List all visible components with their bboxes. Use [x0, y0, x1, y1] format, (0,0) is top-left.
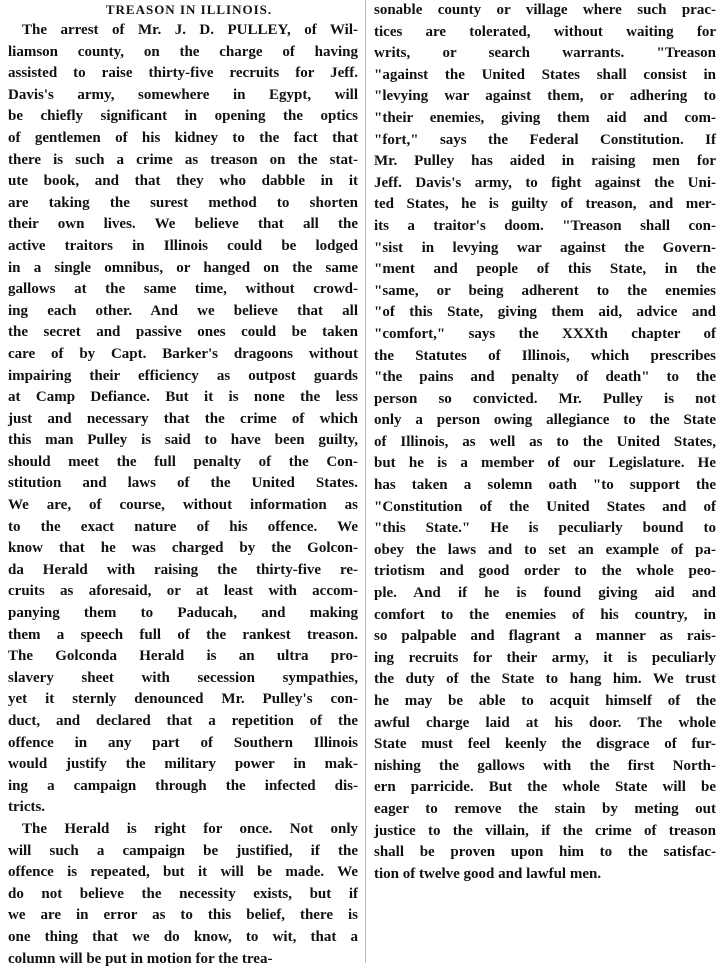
text-line: writs, or search warrants. "Treason	[374, 45, 716, 62]
text-line: just and necessary that the crime of which	[8, 410, 358, 427]
text-line: of Illinois, as well as to the United States,	[374, 433, 716, 450]
text-line: offence is repeated, but it will be made. We	[8, 864, 358, 881]
text-line: yet it sternly denounced Mr. Pulley's con-	[8, 691, 358, 708]
text-line: he may be able to acquit himself of the	[374, 693, 716, 709]
text-line: them a speech full of the rankest treason.	[8, 626, 358, 643]
text-line: ted States, he is guilty of treason, and mer-	[374, 196, 716, 213]
text-line: be chiefly significant in opening the optics	[8, 108, 358, 125]
text-line: only a person owing allegiance to the State	[374, 412, 716, 429]
text-line: "comfort," says the XXXth chapter of	[374, 325, 716, 342]
text-line: active traitors in Illinois could be lodged	[8, 237, 358, 254]
text-line: offence in any part of Southern Illinois	[8, 734, 358, 751]
text-line: duct, and declared that a repetition of the	[8, 713, 358, 729]
text-line: care of by Capt. Barker's dragoons without	[8, 345, 358, 362]
text-line: "the pains and penalty of death" to the	[374, 369, 716, 386]
text-line: "their enemies, giving them aid and com-	[374, 109, 716, 126]
text-line: their own lives. We believe that all the	[8, 216, 358, 233]
text-line: but he is a member of our Legislature. He	[374, 455, 716, 472]
text-line: justice to the villain, if the crime of treason	[374, 822, 716, 839]
text-line: panying them to Paducah, and making	[8, 605, 358, 622]
text-line: "same, or being adherent to the enemies	[374, 282, 716, 299]
text-line: would justify the military power in mak-	[8, 756, 358, 773]
left-column-text	[8, 20, 358, 970]
text-line: ing each other. And we believe that all	[8, 302, 358, 319]
text-line: to the exact nature of his offence. We	[8, 518, 358, 535]
text-line: Jeff. Davis's army, to fight against the Uni-	[374, 174, 716, 191]
text-line: in a single omnibus, or hanged on the same	[8, 259, 358, 276]
text-line: nishing the gallows with the first North-	[374, 757, 716, 774]
text-line: cruits as aforesaid, or at least with accom-	[8, 583, 358, 600]
text-line: are taking the surest method to shorten	[8, 194, 358, 211]
right-column	[374, 0, 716, 885]
article-headline: TREASON IN ILLINOIS.	[105, 2, 273, 17]
column-divider	[365, 0, 366, 963]
text-line: one thing that we do know, to wit, that a	[8, 928, 358, 945]
text-line: ing a campaign through the infected dis-	[8, 777, 358, 794]
text-line: tices are tolerated, without waiting for	[374, 23, 716, 40]
text-line: stitution and laws of the United States.	[8, 475, 358, 492]
text-line: liamson county, on the charge of having	[8, 43, 358, 60]
text-line: this man Pulley is said to have been guilty,	[8, 432, 358, 449]
text-line: shall be proven upon him to the satisfac-	[374, 844, 716, 861]
text-line: has taken a solemn oath "to support the	[374, 477, 716, 494]
text-line: "levying war against them, or adhering to	[374, 88, 716, 105]
text-line: its a traitor's doom. "Treason shall con-	[374, 217, 716, 234]
text-line: Mr. Pulley has aided in raising men for	[374, 153, 716, 170]
text-line: know that he was charged by the Golcon-	[8, 540, 358, 557]
text-line: "ment and people of this State, in the	[374, 261, 716, 278]
text-line: da Herald with raising the thirty-five re-	[8, 561, 358, 578]
text-line: ple. And if he is found giving aid and	[374, 585, 716, 602]
text-line: comfort to the enemies of his country, in	[374, 606, 716, 623]
text-line: impairing their efficiency as outpost guards	[8, 367, 358, 384]
text-line: the secret and passive ones could be taken	[8, 324, 358, 341]
text-line: ern parricide. But the whole State will be	[374, 779, 716, 796]
text-line: The arrest of Mr. J. D. PULLEY, of Wil-	[22, 22, 358, 38]
text-line: "sist in levying war against the Govern-	[374, 239, 716, 256]
text-line: "fort," says the Federal Constitution. If	[374, 131, 716, 148]
text-line: tion of twelve good and lawful men.	[374, 865, 602, 882]
text-line: "of this State, giving them aid, advice and	[374, 304, 716, 321]
text-line: awful charge laid at his door. The whole	[374, 714, 716, 731]
right-column-text	[374, 0, 716, 885]
text-line: ute book, and that they who dabble in it	[8, 173, 358, 190]
text-line: "this State." He is peculiarly bound to	[374, 520, 716, 537]
text-line: slavery sheet with secession sympathies,	[8, 669, 358, 686]
text-line: person so convicted. Mr. Pulley is not	[374, 390, 716, 407]
text-line: of gentlemen of his kidney to the fact that	[8, 129, 358, 146]
text-line: "Constitution of the United States and of	[374, 498, 716, 515]
text-line: gallows at the same time, without crowd-	[8, 281, 358, 298]
text-line: should meet the full penalty of the Con-	[8, 453, 358, 470]
text-line: triotism and good order to the whole peo-	[374, 563, 716, 580]
text-line: at Camp Defiance. But it is none the less	[8, 389, 358, 406]
text-line: there is such a crime as treason on the stat-	[8, 151, 358, 168]
text-line: obey the laws and to set an example of pa-	[374, 541, 716, 558]
text-line: the Statutes of Illinois, which prescribes	[374, 347, 716, 364]
text-line: column will be put in motion for the trea-	[8, 950, 273, 967]
text-line: so palpable and flagrant a manner as rais-	[374, 628, 716, 645]
text-line: the duty of the State to hang him. We trust	[374, 671, 716, 688]
text-line: tricts.	[8, 799, 46, 816]
text-line: sonable county or village where such prac-	[374, 2, 716, 18]
text-line: will such a campaign be justified, if the	[8, 842, 358, 859]
text-line: we are in error as to this belief, there is	[8, 907, 358, 924]
text-line: eager to remove the stain by meting out	[374, 800, 716, 817]
text-line: "against the United States shall consist in	[374, 66, 716, 83]
text-line: ing recruits for their army, it is peculiarly	[374, 649, 716, 666]
text-line: The Golconda Herald is an ultra pro-	[8, 648, 358, 665]
text-line: do not believe the necessity exists, but if	[8, 885, 358, 902]
text-line: We are, of course, without information as	[8, 497, 358, 514]
text-line: Davis's army, somewhere in Egypt, will	[8, 86, 358, 103]
text-line: assisted to raise thirty-five recruits for Jeff.	[8, 65, 358, 82]
text-line: The Herald is right for once. Not only	[22, 820, 358, 837]
left-column	[8, 0, 358, 970]
text-line: State must feel keenly the disgrace of fur-	[374, 736, 716, 753]
